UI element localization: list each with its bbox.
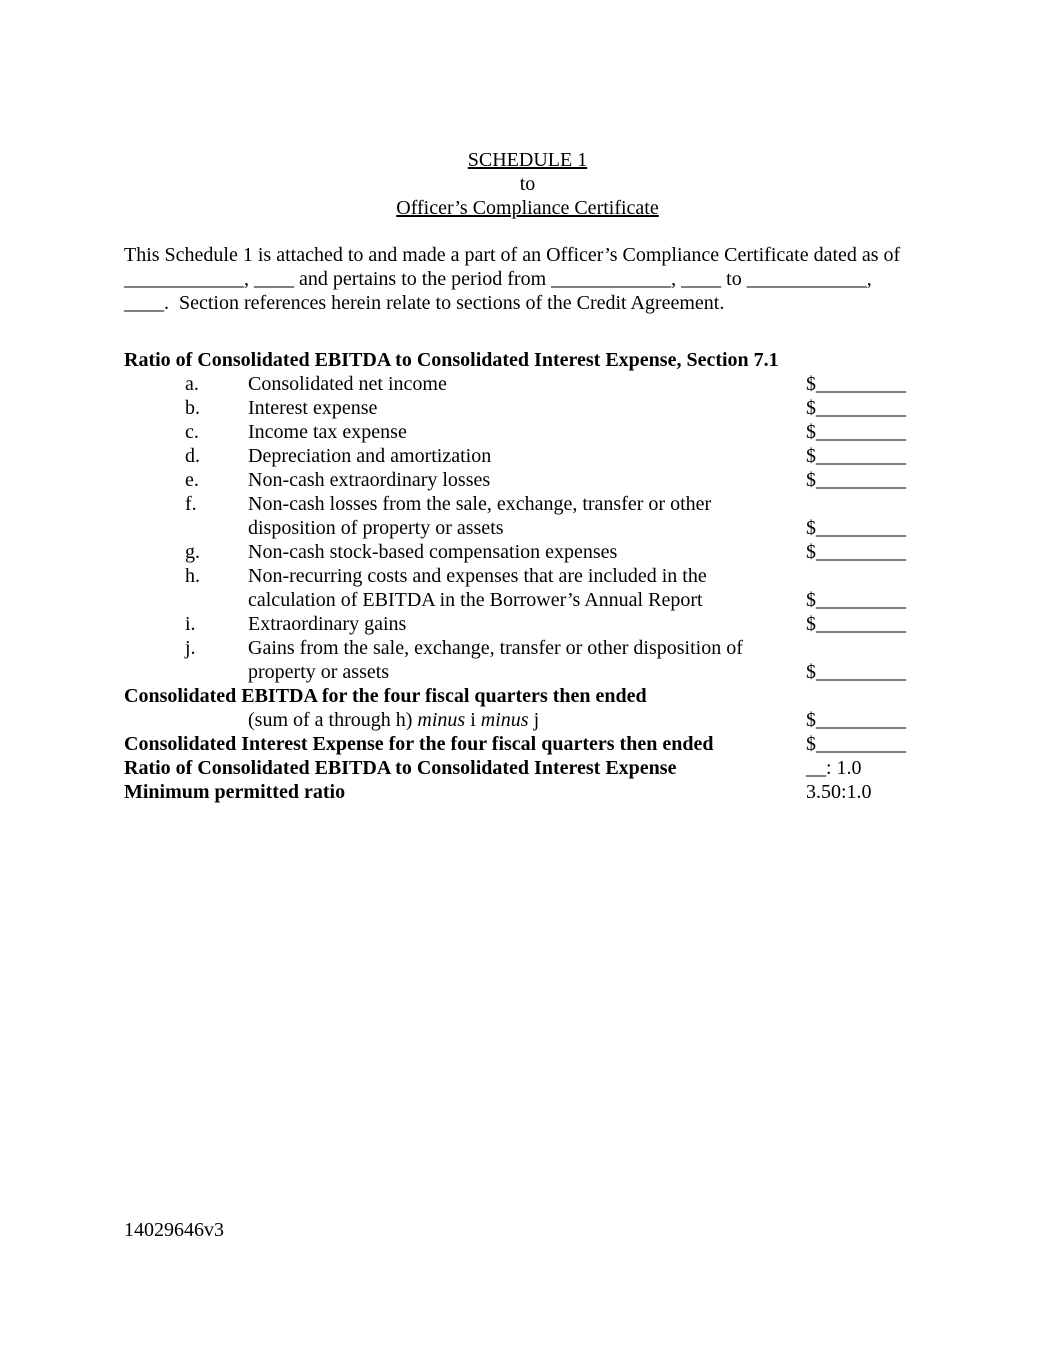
item-letter: e. — [185, 469, 199, 491]
item-description: Interest expense — [248, 397, 378, 419]
ebitda-formula — [248, 708, 539, 732]
item-description-continued: property or assets — [248, 661, 390, 683]
schedule-title-line1: SCHEDULE 1 — [467, 149, 588, 171]
formula-minus: minus — [417, 709, 466, 731]
item-description: Depreciation and amortization — [248, 445, 492, 467]
schedule-title-line2: to — [519, 173, 536, 195]
line-item-f-continued — [124, 516, 934, 540]
document-id: 14029646v3 — [124, 1219, 224, 1241]
formula-part: j — [528, 709, 540, 731]
ebitda-calculation — [124, 708, 934, 732]
line-item-j — [124, 636, 934, 660]
intro-line-3: ____. Section references herein relate to sections of the Credit Agreement. — [124, 292, 725, 314]
item-amount-blank: $_________ — [806, 613, 906, 635]
interest-expense-row — [124, 732, 934, 756]
line-item-f — [124, 492, 934, 516]
formula-part: i — [465, 709, 481, 731]
item-amount-blank: $_________ — [806, 373, 906, 395]
ratio-row — [124, 756, 934, 780]
ratio-value: __: 1.0 — [806, 757, 862, 779]
line-item-h — [124, 564, 934, 588]
item-letter: i. — [185, 613, 196, 635]
item-letter: a. — [185, 373, 199, 395]
intro-paragraph — [124, 243, 934, 315]
item-letter: d. — [185, 445, 200, 467]
line-item-i — [124, 612, 934, 636]
item-amount-blank: $_________ — [806, 469, 906, 491]
minimum-ratio-value: 3.50:1.0 — [806, 781, 872, 803]
item-description: Non-recurring costs and expenses that are included in the — [248, 565, 707, 587]
line-item-a — [124, 372, 934, 396]
interest-expense-amount-blank: $_________ — [806, 733, 906, 755]
item-amount-blank: $_________ — [806, 397, 906, 419]
ebitda-total-label: Consolidated EBITDA for the four fiscal quarters then ended — [124, 685, 647, 707]
item-letter: f. — [185, 493, 197, 515]
item-letter: j. — [185, 637, 196, 659]
item-description: Gains from the sale, exchange, transfer or other disposition of — [248, 637, 743, 659]
ebitda-amount-blank: $_________ — [806, 709, 906, 731]
line-item-c — [124, 420, 934, 444]
item-amount-blank: $_________ — [806, 541, 906, 563]
item-description: Non-cash losses from the sale, exchange, transfer or other — [248, 493, 712, 515]
ratio-label: Ratio of Consolidated EBITDA to Consolidated Interest Expense — [124, 757, 677, 779]
minimum-ratio-label: Minimum permitted ratio — [124, 781, 346, 803]
item-description-continued: calculation of EBITDA in the Borrower’s Annual Report — [248, 589, 703, 611]
item-amount-blank: $_________ — [806, 421, 906, 443]
item-letter: g. — [185, 541, 200, 563]
schedule-title-line3: Officer’s Compliance Certificate — [396, 197, 659, 219]
item-amount-blank: $_________ — [806, 589, 906, 611]
item-amount-blank: $_________ — [806, 445, 906, 467]
item-letter: c. — [185, 421, 199, 443]
line-item-d — [124, 444, 934, 468]
line-item-b — [124, 396, 934, 420]
item-amount-blank: $_________ — [806, 661, 906, 683]
formula-minus: minus — [480, 709, 529, 731]
line-item-j-continued — [124, 660, 934, 684]
intro-line-1: This Schedule 1 is attached to and made a part of an Officer’s Compliance Certificate dated as of — [124, 244, 901, 266]
item-description: Non-cash extraordinary losses — [248, 469, 491, 491]
item-amount-blank: $_________ — [806, 517, 906, 539]
ratio-section — [124, 348, 934, 804]
item-description: Income tax expense — [248, 421, 407, 443]
line-item-e — [124, 468, 934, 492]
schedule-title — [0, 148, 1055, 220]
intro-line-2: ____________, ____ and pertains to the period from ____________, ____ to ____________, — [124, 268, 872, 290]
minimum-ratio-row — [124, 780, 934, 804]
item-description-continued: disposition of property or assets — [248, 517, 504, 539]
interest-expense-label: Consolidated Interest Expense for the four fiscal quarters then ended — [124, 733, 714, 755]
section-heading: Ratio of Consolidated EBITDA to Consolidated Interest Expense, Section 7.1 — [124, 349, 779, 371]
item-description: Extraordinary gains — [248, 613, 407, 635]
item-description: Non-cash stock-based compensation expenses — [248, 541, 618, 563]
line-item-g — [124, 540, 934, 564]
formula-part: (sum of a through h) — [248, 709, 418, 731]
item-letter: b. — [185, 397, 200, 419]
item-description: Consolidated net income — [248, 373, 447, 395]
item-letter: h. — [185, 565, 200, 587]
line-item-h-continued — [124, 588, 934, 612]
